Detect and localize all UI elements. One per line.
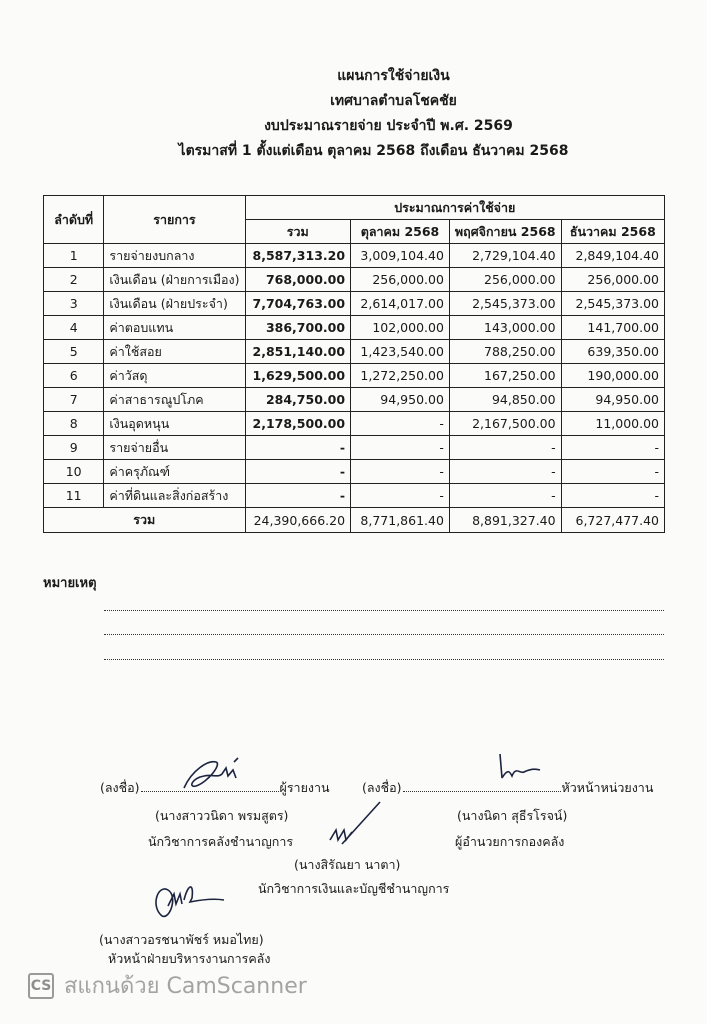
table-row (44, 412, 665, 436)
row-month-2: 94,850.00 (449, 388, 561, 412)
row-month-1: 94,950.00 (351, 388, 450, 412)
row-total: 284,750.00 (245, 388, 351, 412)
header-item: รายการ (104, 196, 245, 244)
row-month-3: 639,350.00 (561, 340, 664, 364)
row-month-2: 167,250.00 (449, 364, 561, 388)
row-item: เงินเดือน (ฝ่ายประจำ) (104, 292, 245, 316)
row-total: - (245, 460, 351, 484)
row-month-2: 143,000.00 (449, 316, 561, 340)
reporter-position: นักวิชาการคลังชำนาญการ (148, 834, 294, 849)
camscanner-logo-icon: CS (28, 973, 54, 999)
row-item: ค่าใช้สอย (104, 340, 245, 364)
remarks-label: หมายเหตุ (43, 576, 97, 591)
title-line-1: แผนการใช้จ่ายเงิน (337, 68, 450, 84)
row-month-1: 102,000.00 (351, 316, 450, 340)
head-name: (นางนิดา สุธีรโรจน์) (457, 808, 568, 823)
row-month-3: 94,950.00 (561, 388, 664, 412)
row-month-3: - (561, 436, 664, 460)
table-row (44, 340, 665, 364)
row-month-1: - (351, 412, 450, 436)
row-no: 4 (44, 316, 104, 340)
row-total: 386,700.00 (245, 316, 351, 340)
title-line-2: เทศบาลตำบลโชคชัย (330, 93, 457, 109)
row-item: ค่าวัสดุ (104, 364, 245, 388)
row-no: 7 (44, 388, 104, 412)
row-month-3: 141,700.00 (561, 316, 664, 340)
sum-month-1: 8,771,861.40 (351, 508, 450, 533)
row-total: - (245, 436, 351, 460)
table-row (44, 388, 665, 412)
header-no: ลำดับที่ (44, 196, 104, 244)
table-row (44, 436, 665, 460)
row-item: เงินอุดหนุน (104, 412, 245, 436)
row-item: ค่าที่ดินและสิ่งก่อสร้าง (104, 484, 245, 508)
title-line-4: ไตรมาสที่ 1 ตั้งแต่เดือน ตุลาคม 2568 ถึงเดือน ธันวาคม 2568 (178, 143, 569, 159)
head-sign-dots (403, 791, 561, 792)
admin-signature (148, 876, 228, 926)
table-row (44, 292, 665, 316)
header-total: รวม (245, 220, 351, 244)
table-row (44, 244, 665, 268)
head-position: ผู้อำนวยการกองคลัง (455, 834, 565, 849)
table-body (44, 244, 665, 508)
table-row (44, 316, 665, 340)
camscanner-text: สแกนด้วย CamScanner (64, 974, 307, 999)
row-total: 8,587,313.20 (245, 244, 351, 268)
row-no: 6 (44, 364, 104, 388)
finance-position: นักวิชาการเงินและบัญชีชำนาญการ (258, 881, 450, 896)
row-month-3: 11,000.00 (561, 412, 664, 436)
row-month-1: 2,614,017.00 (351, 292, 450, 316)
sum-month-2: 8,891,327.40 (449, 508, 561, 533)
row-item: เงินเดือน (ฝ่ายการเมือง) (104, 268, 245, 292)
header-month-1: ตุลาคม 2568 (351, 220, 450, 244)
row-month-2: 2,167,500.00 (449, 412, 561, 436)
sum-label: รวม (44, 508, 246, 533)
table-sum-row (44, 508, 665, 533)
table-row (44, 364, 665, 388)
row-total: 1,629,500.00 (245, 364, 351, 388)
row-no: 10 (44, 460, 104, 484)
header-month-2: พฤศจิกายน 2568 (449, 220, 561, 244)
row-month-3: 256,000.00 (561, 268, 664, 292)
admin-name: (นางสาวอรชนาพัชร์ หมอไทย) (99, 932, 264, 947)
row-month-2: 2,729,104.40 (449, 244, 561, 268)
row-month-2: - (449, 484, 561, 508)
row-month-2: - (449, 436, 561, 460)
row-total: - (245, 484, 351, 508)
row-month-1: 256,000.00 (351, 268, 450, 292)
finance-name: (นางสิรัณยา นาตา) (294, 857, 401, 872)
row-month-1: - (351, 484, 450, 508)
row-no: 9 (44, 436, 104, 460)
header-month-3: ธันวาคม 2568 (561, 220, 664, 244)
row-month-3: - (561, 484, 664, 508)
row-no: 2 (44, 268, 104, 292)
row-no: 3 (44, 292, 104, 316)
finance-signature (322, 800, 382, 850)
row-month-1: - (351, 460, 450, 484)
head-role: หัวหน้าหน่วยงาน (561, 780, 654, 795)
remarks-line-3 (104, 659, 664, 660)
table-row (44, 484, 665, 508)
sum-total: 24,390,666.20 (245, 508, 351, 533)
budget-table (43, 195, 665, 533)
row-month-3: 2,849,104.40 (561, 244, 664, 268)
row-month-2: 788,250.00 (449, 340, 561, 364)
row-item: รายจ่ายงบกลาง (104, 244, 245, 268)
camscanner-watermark (28, 968, 307, 1003)
row-no: 1 (44, 244, 104, 268)
row-item: ค่าสาธารณูปโภค (104, 388, 245, 412)
row-month-2: - (449, 460, 561, 484)
row-item: ค่าตอบแทน (104, 316, 245, 340)
row-month-2: 2,545,373.00 (449, 292, 561, 316)
row-total: 768,000.00 (245, 268, 351, 292)
row-total: 7,704,763.00 (245, 292, 351, 316)
row-month-1: - (351, 436, 450, 460)
row-no: 5 (44, 340, 104, 364)
row-no: 11 (44, 484, 104, 508)
row-month-3: 2,545,373.00 (561, 292, 664, 316)
row-month-1: 1,423,540.00 (351, 340, 450, 364)
admin-position: หัวหน้าฝ่ายบริหารงานการคลัง (108, 951, 271, 966)
head-sign-prefix: (ลงชื่อ) (362, 780, 402, 795)
document-title-block (0, 64, 707, 164)
reporter-sign-prefix: (ลงชื่อ) (100, 780, 140, 795)
remarks-line-1 (104, 610, 664, 611)
remarks-line-2 (104, 634, 664, 635)
row-month-2: 256,000.00 (449, 268, 561, 292)
row-month-3: 190,000.00 (561, 364, 664, 388)
reporter-signature (178, 752, 258, 794)
title-line-3: งบประมาณรายจ่าย ประจำปี พ.ศ. 2569 (264, 118, 513, 134)
reporter-name: (นางสาววนิดา พรมสูตร) (155, 808, 289, 823)
table-row (44, 268, 665, 292)
row-no: 8 (44, 412, 104, 436)
reporter-role: ผู้รายงาน (279, 780, 330, 795)
row-total: 2,178,500.00 (245, 412, 351, 436)
header-estimate-group: ประมาณการค่าใช้จ่าย (245, 196, 664, 220)
row-month-3: - (561, 460, 664, 484)
row-total: 2,851,140.00 (245, 340, 351, 364)
row-item: รายจ่ายอื่น (104, 436, 245, 460)
sum-month-3: 6,727,477.40 (561, 508, 664, 533)
row-month-1: 1,272,250.00 (351, 364, 450, 388)
head-signature (490, 748, 550, 786)
row-item: ค่าครุภัณฑ์ (104, 460, 245, 484)
row-month-1: 3,009,104.40 (351, 244, 450, 268)
table-row (44, 460, 665, 484)
